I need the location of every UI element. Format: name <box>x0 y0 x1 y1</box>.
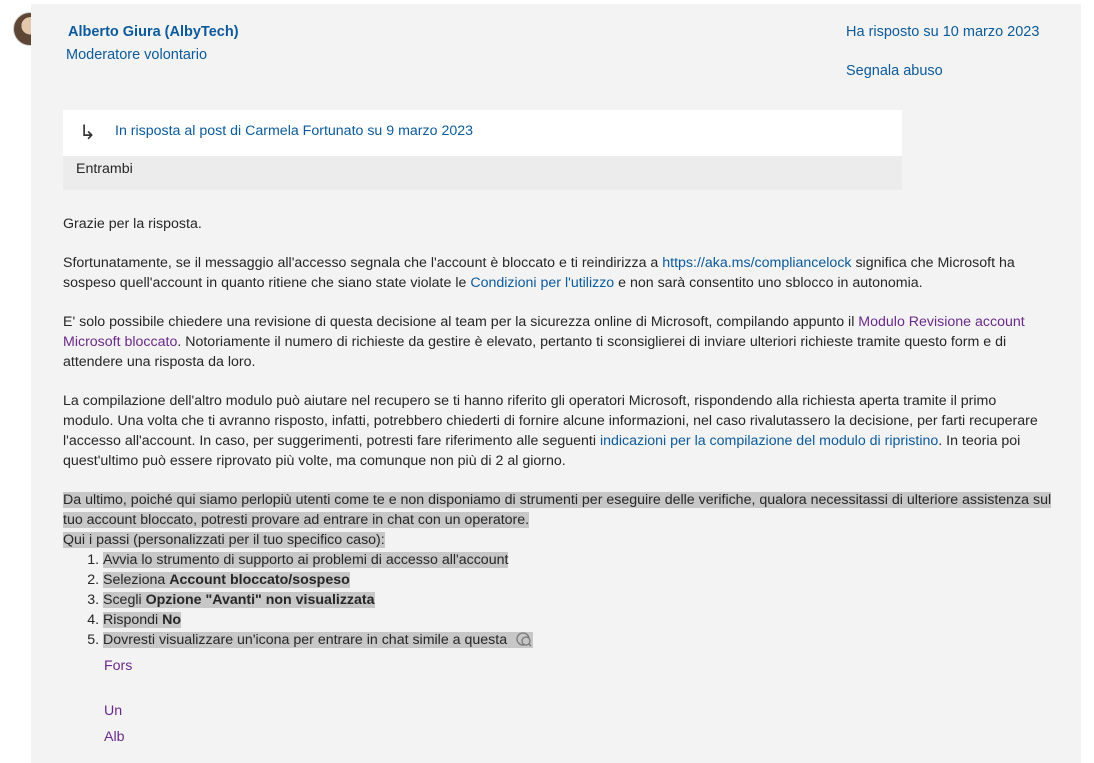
chat-instructions <box>63 490 1063 650</box>
step-item <box>103 590 1063 610</box>
quote-header <box>63 110 902 156</box>
author-name[interactable]: Alberto Giura (AlbyTech) <box>68 24 239 40</box>
step-text: Rispondi <box>103 612 163 628</box>
step-text: Avvia lo strumento di supporto ai problemi di accesso all'account <box>103 552 509 568</box>
text-span: e non sarà consentito uno sblocco in autonomia. <box>614 275 923 291</box>
in-reply-to-link[interactable]: In risposta al post di Carmela Fortunato su 9 marzo 2023 <box>115 123 474 139</box>
paragraph-recovery <box>63 391 1048 471</box>
author-role: Moderatore volontario <box>66 47 208 63</box>
quote-text: Entrambi <box>76 161 133 177</box>
step-bold: No <box>162 612 182 628</box>
truncated-text-2[interactable]: Un <box>104 703 123 719</box>
reply-content <box>63 214 1048 490</box>
truncated-text-3[interactable]: Alb <box>104 729 125 745</box>
truncated-text-1[interactable]: Fors <box>104 658 133 674</box>
reply-arrow-icon: ↳ <box>79 122 96 144</box>
step-item <box>103 610 1063 630</box>
paragraph-compliance <box>63 253 1048 293</box>
paragraph-thanks: Grazie per la risposta. <box>63 216 202 232</box>
reply-date-link[interactable]: Ha risposto su 10 marzo 2023 <box>846 24 1040 40</box>
quote-body <box>63 156 902 190</box>
paragraph-review <box>63 312 1048 372</box>
step-bold: Account bloccato/sospeso <box>169 572 350 588</box>
report-abuse-link[interactable]: Segnala abuso <box>846 63 943 79</box>
step-item <box>103 570 1063 590</box>
text-span: Sfortunatamente, se il messaggio all'accesso segnala che l'account è bloccato e ti reindirizza a <box>63 255 663 271</box>
step-item <box>103 630 1063 650</box>
text-span: significa che Microsoft ha sospeso quell'account in quanto ritiene che siano state violate le <box>63 255 1015 291</box>
step-bold: Opzione "Avanti" non visualizzata <box>145 592 375 608</box>
text-span: . In teoria poi quest'ultimo può essere riprovato più volte, ma comunque non più di 2 al giorno. <box>63 433 1021 469</box>
review-form-link[interactable]: Modulo Revisione account Microsoft bloccato <box>63 314 1025 350</box>
step-text: Scegli <box>103 592 146 608</box>
steps-list <box>63 550 1063 650</box>
text-span: E' solo possibile chiedere una revisione di questa decisione al team per la sicurezza online di Microsoft, compilando appunto il <box>63 314 859 330</box>
text-span: La compilazione dell'altro modulo può aiutare nel recupero se ti hanno riferito gli operatori Microsoft, rispondendo alla richiesta aperta tramite il primo modulo. Una volta che ti avranno risposto, infatti, potrebbero chiederti di fornire alcune informazioni, nel caso rivalutassero la decisione, per farti recuperare l'accesso all'account. In caso, per suggerimenti, potresti fare riferimento alle seguenti <box>63 393 1038 449</box>
step-item <box>103 550 1063 570</box>
chat-bubble-icon <box>515 631 533 647</box>
paragraph-chat: Da ultimo, poiché qui siamo perlopiù utenti come te e non disponiamo di strumenti per eseguire delle verifiche, qualora necessitassi di ulteriore assistenza sul tuo account bloccato, potresti provare ad entrare in chat con un operatore. <box>63 492 1052 528</box>
step-text: Dovresti visualizzare un'icona per entrare in chat simile a questa <box>103 632 508 648</box>
compliancelock-link[interactable]: https://aka.ms/compliancelock <box>662 255 852 271</box>
terms-of-use-link[interactable]: Condizioni per l'utilizzo <box>470 275 615 291</box>
step-text: Seleziona <box>103 572 170 588</box>
recovery-guide-link[interactable]: indicazioni per la compilazione del modulo di ripristino <box>599 433 939 449</box>
steps-intro: Qui i passi (personalizzati per il tuo specifico caso): <box>63 532 385 548</box>
text-span: . Notoriamente il numero di richieste da gestire è elevato, pertanto ti sconsiglierei di inviare ulteriori richieste tramite questo form e di attendere una risposta da loro. <box>63 334 1007 370</box>
